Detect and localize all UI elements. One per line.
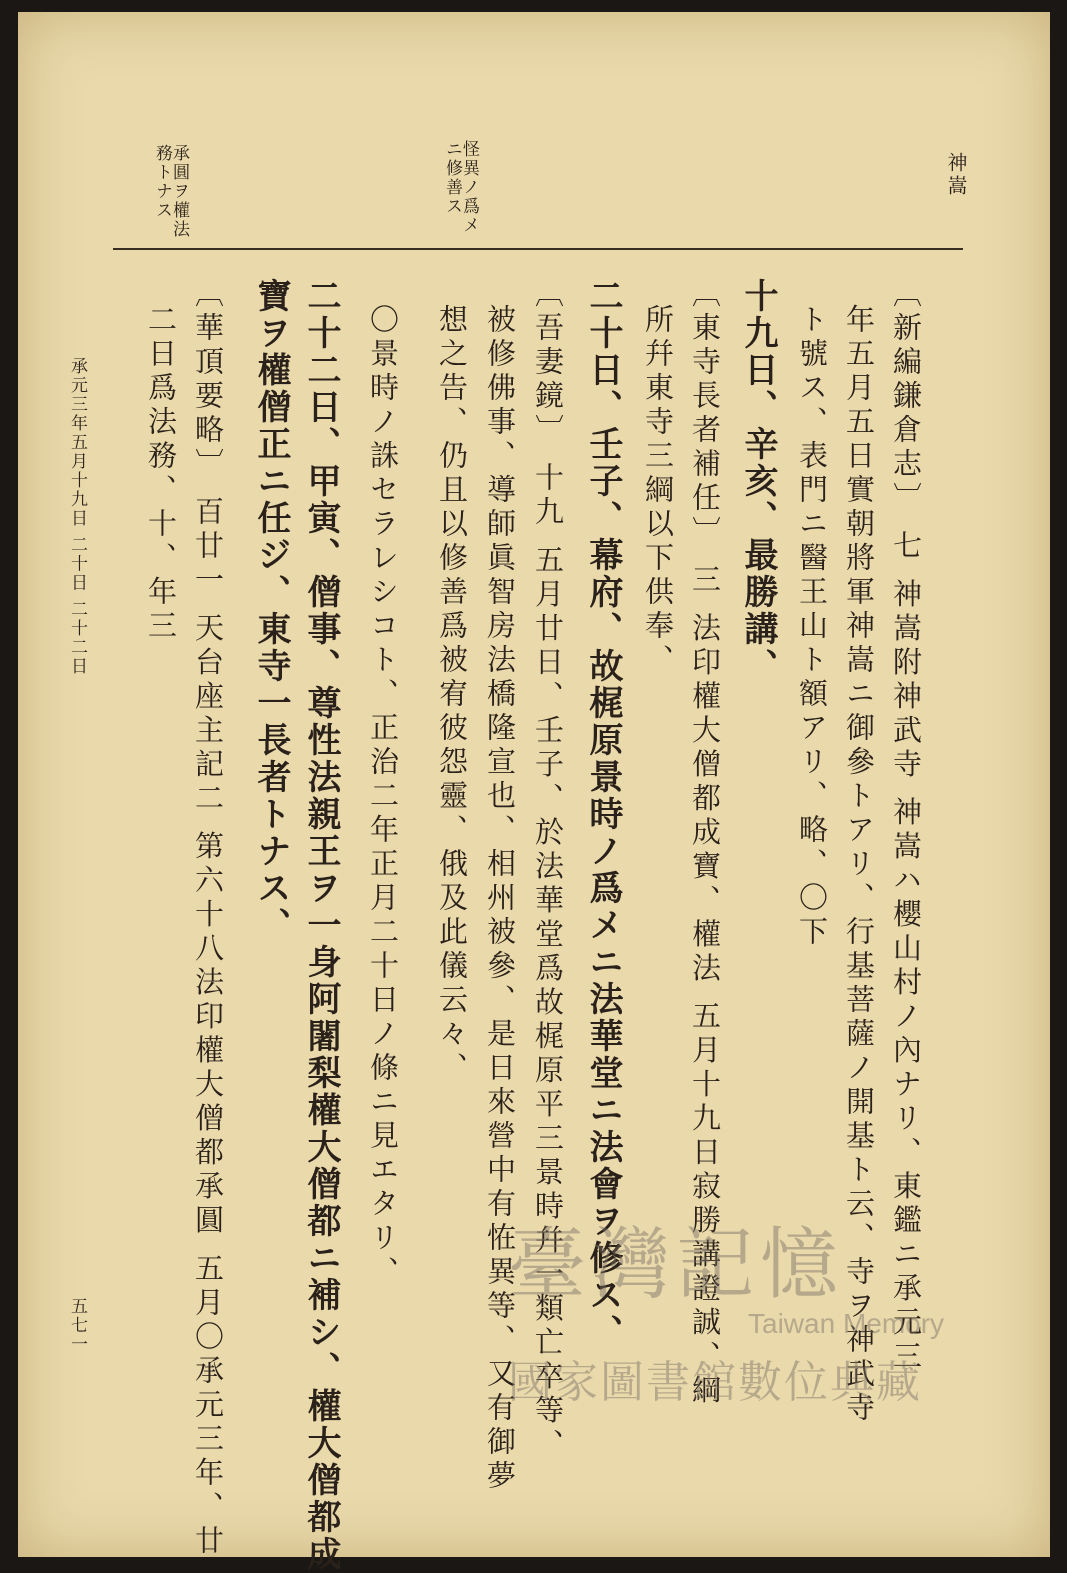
watermark-title: 臺灣記憶 xyxy=(508,1220,845,1310)
body-column-4: 十九日、辛亥、最勝講、 xyxy=(738,278,778,685)
body-column-12: 二十二日、甲寅、僧事、尊性法親王ヲ一身阿闍梨權大僧都ニ補シ、權大僧都成 xyxy=(301,278,341,1573)
body-column-13: 寶ヲ權僧正ニ任ジ、東寺一長者トナス、 xyxy=(251,278,291,944)
watermark-org: 國家圖書館數位典藏 xyxy=(508,1358,922,1407)
body-column-6: 所幷東寺三綱以下供奉、 xyxy=(641,304,675,678)
document-page xyxy=(18,12,1050,1573)
body-column-11: 〇景時ノ誅セラレシコト、正治二年正月二十日ノ條ニ見エタリ、 xyxy=(366,304,400,1290)
margin-note-1: 怪異ノ爲メニ修善ス xyxy=(442,140,479,235)
body-column-10: 想之告、仍且以修善爲被宥彼怨靈、俄及此儀云々、 xyxy=(435,304,469,1086)
body-column-15: 二日爲法務、十、年三 xyxy=(144,304,178,644)
section-label: 神嵩 xyxy=(944,152,968,198)
body-column-9: 被修佛事、導師眞智房法橋隆宣也、相州被參、是日來營中有恠異等、又有御夢 xyxy=(483,304,517,1494)
body-column-2: 年五月五日實朝將軍神嵩ニ御參トアリ、行基菩薩ノ開基ト云、寺ヲ神武寺 xyxy=(842,304,876,1426)
header-divider xyxy=(113,248,963,250)
body-column-7: 二十日、壬子、幕府、故梶原景時ノ爲メニ法華堂ニ法會ヲ修ス、 xyxy=(583,278,623,1351)
margin-note-2: 承圓ヲ權法務トナス xyxy=(152,144,189,239)
watermark-subtitle: Taiwan Memory xyxy=(748,1308,945,1339)
body-column-5: 〔東寺長者補任〕 三 法印權大僧都成寶、權法 五月十九日寂勝講證誠、綱 xyxy=(688,278,722,1409)
body-column-3: ト號ス、表門ニ醫王山ト額アリ、略、〇下 xyxy=(795,304,829,950)
body-column-14: 〔華頂要略〕 百廿一 天台座主記二 第六十八法印權大僧都承圓 五月〇承元三年、廿 xyxy=(191,278,225,1559)
body-column-8: 〔吾妻鏡〕 十九 五月廿日、壬子、於法華堂爲故梶原平三景時幷一類亡卒等、 xyxy=(531,278,565,1463)
watermark xyxy=(508,1202,944,1410)
page-number: 五七一 xyxy=(67,1297,87,1354)
date-running-line: 承元三年五月十九日 二十日 二十二日 xyxy=(67,357,87,676)
body-column-1: 〔新編鎌倉志〕 七 神嵩附神武寺 神嵩ハ櫻山村ノ內ナリ、東鑑ニ承元三 xyxy=(889,278,923,1375)
